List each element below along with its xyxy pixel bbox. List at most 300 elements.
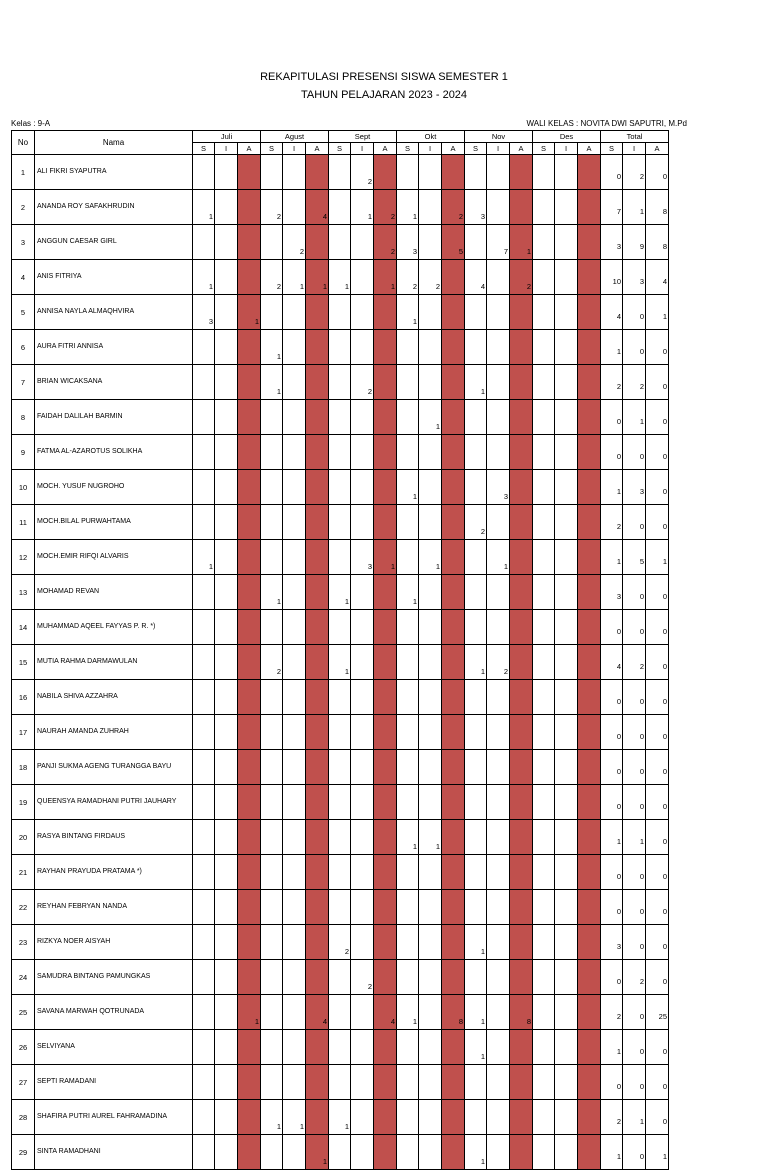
sub-header: A: [578, 143, 601, 155]
attendance-cell: [283, 295, 306, 330]
attendance-cell: [419, 190, 442, 225]
attendance-cell: [555, 610, 578, 645]
attendance-cell: [193, 365, 215, 400]
attendance-cell: [555, 715, 578, 750]
attendance-cell: 1: [261, 365, 283, 400]
table-row: [12, 890, 669, 925]
total-cell: 0: [601, 680, 623, 715]
attendance-cell: 1: [397, 820, 419, 855]
attendance-cell: [374, 1100, 397, 1135]
attendance-cell: 8: [510, 995, 533, 1030]
attendance-cell: [215, 540, 238, 575]
attendance-cell: [578, 190, 601, 225]
attendance-cell: [238, 1100, 261, 1135]
attendance-cell: [215, 925, 238, 960]
attendance-cell: [215, 155, 238, 190]
attendance-cell: [510, 820, 533, 855]
attendance-cell: [193, 225, 215, 260]
attendance-cell: 3: [487, 470, 510, 505]
attendance-cell: 1: [329, 645, 351, 680]
attendance-cell: [487, 750, 510, 785]
attendance-cell: [193, 330, 215, 365]
attendance-cell: [533, 960, 555, 995]
attendance-cell: [283, 750, 306, 785]
attendance-cell: [555, 890, 578, 925]
row-number: 21: [12, 855, 35, 890]
attendance-cell: [555, 680, 578, 715]
total-cell: 0: [623, 575, 646, 610]
attendance-cell: [487, 155, 510, 190]
attendance-cell: [215, 260, 238, 295]
total-cell: 0: [601, 750, 623, 785]
total-cell: 0: [623, 505, 646, 540]
month-header: Nov: [465, 131, 533, 143]
attendance-cell: 1: [329, 260, 351, 295]
attendance-cell: [487, 190, 510, 225]
attendance-cell: [351, 995, 374, 1030]
attendance-cell: [442, 260, 465, 295]
total-cell: 0: [623, 1135, 646, 1170]
attendance-cell: [555, 820, 578, 855]
attendance-cell: [351, 435, 374, 470]
attendance-cell: [578, 365, 601, 400]
attendance-cell: 4: [306, 190, 329, 225]
attendance-cell: [261, 890, 283, 925]
attendance-cell: [374, 750, 397, 785]
attendance-cell: [193, 435, 215, 470]
attendance-cell: [487, 505, 510, 540]
attendance-cell: [555, 1100, 578, 1135]
sub-header: A: [442, 143, 465, 155]
attendance-cell: [351, 1030, 374, 1065]
attendance-cell: [487, 435, 510, 470]
attendance-cell: 4: [465, 260, 487, 295]
attendance-cell: [510, 470, 533, 505]
attendance-cell: [261, 155, 283, 190]
student-name-cell: [35, 890, 193, 925]
attendance-cell: [351, 575, 374, 610]
table-row: [12, 435, 669, 470]
attendance-cell: [374, 925, 397, 960]
attendance-cell: 1: [510, 225, 533, 260]
attendance-cell: [283, 365, 306, 400]
attendance-cell: [306, 785, 329, 820]
attendance-cell: [238, 155, 261, 190]
attendance-cell: [215, 470, 238, 505]
student-name: ANNISA NAYLA ALMAQHVIRA: [37, 308, 135, 315]
attendance-cell: 5: [442, 225, 465, 260]
student-name: SEPTI RAMADANI: [37, 1078, 97, 1085]
attendance-cell: [374, 435, 397, 470]
attendance-cell: 2: [442, 190, 465, 225]
attendance-cell: 1: [465, 645, 487, 680]
total-cell: 0: [623, 855, 646, 890]
attendance-cell: 1: [238, 295, 261, 330]
attendance-cell: [487, 1065, 510, 1100]
attendance-cell: [238, 260, 261, 295]
attendance-cell: [238, 190, 261, 225]
attendance-cell: [397, 365, 419, 400]
total-cell: 0: [646, 1030, 669, 1065]
attendance-cell: 1: [397, 470, 419, 505]
attendance-cell: [193, 610, 215, 645]
attendance-cell: 1: [283, 260, 306, 295]
attendance-cell: [215, 1030, 238, 1065]
student-name: MUTIA RAHMA DARMAWULAN: [37, 658, 138, 665]
attendance-cell: [238, 505, 261, 540]
attendance-cell: 1: [329, 575, 351, 610]
total-cell: 0: [623, 890, 646, 925]
attendance-cell: [283, 505, 306, 540]
attendance-cell: [419, 470, 442, 505]
attendance-cell: 8: [442, 995, 465, 1030]
attendance-cell: [329, 785, 351, 820]
attendance-cell: 3: [193, 295, 215, 330]
attendance-cell: [510, 855, 533, 890]
attendance-cell: [261, 855, 283, 890]
attendance-cell: 1: [261, 330, 283, 365]
attendance-cell: [215, 995, 238, 1030]
attendance-cell: [283, 855, 306, 890]
sub-header: I: [283, 143, 306, 155]
student-name: RIZKYA NOER AISYAH: [37, 938, 111, 945]
attendance-cell: [555, 540, 578, 575]
table-row: [12, 820, 669, 855]
attendance-cell: 1: [306, 260, 329, 295]
attendance-cell: [555, 960, 578, 995]
attendance-cell: [555, 575, 578, 610]
attendance-cell: [215, 330, 238, 365]
attendance-cell: [419, 1135, 442, 1170]
attendance-cell: [351, 225, 374, 260]
attendance-cell: [419, 785, 442, 820]
attendance-cell: 2: [397, 260, 419, 295]
attendance-cell: [238, 225, 261, 260]
attendance-cell: [487, 1030, 510, 1065]
attendance-cell: [510, 785, 533, 820]
table-row: [12, 365, 669, 400]
attendance-cell: [555, 155, 578, 190]
student-name-cell: [35, 855, 193, 890]
attendance-cell: [533, 750, 555, 785]
attendance-cell: 1: [397, 190, 419, 225]
attendance-cell: [555, 995, 578, 1030]
attendance-cell: [261, 295, 283, 330]
total-cell: 3: [623, 260, 646, 295]
attendance-cell: [510, 925, 533, 960]
attendance-cell: [442, 400, 465, 435]
attendance-cell: 2: [465, 505, 487, 540]
attendance-cell: [329, 715, 351, 750]
attendance-cell: [578, 715, 601, 750]
attendance-cell: [193, 470, 215, 505]
attendance-cell: 2: [351, 155, 374, 190]
attendance-cell: [442, 855, 465, 890]
attendance-cell: [193, 575, 215, 610]
attendance-cell: 1: [261, 1100, 283, 1135]
attendance-cell: [465, 330, 487, 365]
attendance-cell: [238, 610, 261, 645]
attendance-cell: 1: [261, 575, 283, 610]
attendance-cell: [329, 155, 351, 190]
attendance-cell: 3: [465, 190, 487, 225]
attendance-cell: [374, 1065, 397, 1100]
attendance-cell: [442, 820, 465, 855]
attendance-cell: [442, 365, 465, 400]
total-cell: 0: [623, 785, 646, 820]
attendance-cell: [329, 295, 351, 330]
attendance-cell: [397, 155, 419, 190]
attendance-cell: [374, 820, 397, 855]
student-name-cell: [35, 190, 193, 225]
total-cell: 0: [646, 1065, 669, 1100]
total-cell: 3: [601, 575, 623, 610]
attendance-cell: [283, 540, 306, 575]
sub-header: A: [306, 143, 329, 155]
attendance-cell: [578, 330, 601, 365]
student-name-cell: [35, 540, 193, 575]
attendance-cell: 2: [487, 645, 510, 680]
attendance-cell: [578, 1100, 601, 1135]
attendance-cell: [306, 925, 329, 960]
attendance-cell: [397, 435, 419, 470]
attendance-cell: [487, 1135, 510, 1170]
sub-header: S: [465, 143, 487, 155]
total-cell: 2: [601, 1100, 623, 1135]
attendance-cell: [487, 785, 510, 820]
attendance-cell: [374, 155, 397, 190]
attendance-cell: [533, 575, 555, 610]
attendance-cell: [487, 890, 510, 925]
total-cell: 0: [623, 330, 646, 365]
attendance-cell: [215, 400, 238, 435]
student-name-cell: [35, 820, 193, 855]
attendance-cell: [555, 330, 578, 365]
total-cell: 1: [646, 540, 669, 575]
table-row: [12, 855, 669, 890]
total-cell: 9: [623, 225, 646, 260]
attendance-cell: [238, 470, 261, 505]
student-name: FATMA AL-AZAROTUS SOLIKHA: [37, 448, 143, 455]
attendance-cell: [487, 260, 510, 295]
attendance-cell: [306, 750, 329, 785]
attendance-cell: [487, 400, 510, 435]
attendance-cell: [283, 645, 306, 680]
attendance-cell: [238, 540, 261, 575]
attendance-cell: [306, 400, 329, 435]
attendance-cell: 1: [419, 540, 442, 575]
table-body: [12, 155, 669, 1170]
row-number: 10: [12, 470, 35, 505]
total-cell: 0: [646, 435, 669, 470]
attendance-cell: [397, 1030, 419, 1065]
total-cell: 2: [623, 365, 646, 400]
attendance-cell: [283, 435, 306, 470]
total-cell: 0: [646, 400, 669, 435]
attendance-cell: [533, 225, 555, 260]
attendance-cell: [261, 750, 283, 785]
attendance-cell: [283, 1065, 306, 1100]
attendance-cell: [510, 190, 533, 225]
month-header: Total: [601, 131, 669, 143]
student-name-cell: [35, 225, 193, 260]
attendance-cell: 7: [487, 225, 510, 260]
attendance-cell: [261, 820, 283, 855]
student-name-cell: [35, 365, 193, 400]
attendance-cell: [215, 890, 238, 925]
total-cell: 0: [646, 645, 669, 680]
attendance-cell: [374, 400, 397, 435]
attendance-cell: [555, 225, 578, 260]
attendance-cell: [533, 155, 555, 190]
row-number: 15: [12, 645, 35, 680]
attendance-cell: [510, 365, 533, 400]
attendance-cell: [465, 610, 487, 645]
total-cell: 1: [601, 540, 623, 575]
attendance-cell: [261, 435, 283, 470]
table-row: [12, 155, 669, 190]
total-cell: 1: [601, 330, 623, 365]
attendance-cell: [261, 610, 283, 645]
attendance-cell: [487, 925, 510, 960]
attendance-cell: [329, 890, 351, 925]
attendance-cell: [555, 400, 578, 435]
attendance-cell: [238, 1030, 261, 1065]
attendance-cell: [306, 295, 329, 330]
attendance-cell: [306, 365, 329, 400]
attendance-cell: [238, 960, 261, 995]
attendance-cell: 4: [374, 995, 397, 1030]
student-name-cell: [35, 505, 193, 540]
sub-header: S: [601, 143, 623, 155]
total-cell: 5: [623, 540, 646, 575]
attendance-cell: [374, 330, 397, 365]
attendance-cell: [215, 960, 238, 995]
table-row: [12, 225, 669, 260]
row-number: 19: [12, 785, 35, 820]
attendance-cell: [578, 890, 601, 925]
row-number: 20: [12, 820, 35, 855]
attendance-cell: [533, 190, 555, 225]
attendance-cell: 1: [351, 190, 374, 225]
table-row: [12, 750, 669, 785]
attendance-cell: [261, 995, 283, 1030]
attendance-cell: 4: [306, 995, 329, 1030]
student-name-cell: [35, 435, 193, 470]
attendance-cell: [215, 750, 238, 785]
sub-header: A: [510, 143, 533, 155]
attendance-cell: [193, 1100, 215, 1135]
attendance-cell: [397, 715, 419, 750]
student-name-cell: [35, 1135, 193, 1170]
attendance-cell: [578, 645, 601, 680]
attendance-cell: [261, 225, 283, 260]
attendance-cell: [397, 1100, 419, 1135]
attendance-cell: [283, 575, 306, 610]
attendance-cell: [442, 715, 465, 750]
attendance-cell: [329, 995, 351, 1030]
attendance-cell: [419, 1065, 442, 1100]
attendance-cell: [442, 540, 465, 575]
attendance-cell: [555, 785, 578, 820]
attendance-cell: [533, 505, 555, 540]
attendance-cell: [533, 1135, 555, 1170]
attendance-cell: [351, 330, 374, 365]
attendance-cell: [533, 890, 555, 925]
attendance-cell: [419, 960, 442, 995]
attendance-cell: [215, 225, 238, 260]
attendance-cell: [442, 575, 465, 610]
attendance-cell: [419, 365, 442, 400]
attendance-cell: [238, 785, 261, 820]
total-cell: 0: [623, 995, 646, 1030]
attendance-cell: 2: [283, 225, 306, 260]
attendance-cell: [465, 750, 487, 785]
attendance-cell: [306, 855, 329, 890]
attendance-cell: [283, 190, 306, 225]
attendance-cell: [374, 645, 397, 680]
attendance-cell: [533, 365, 555, 400]
total-cell: 25: [646, 995, 669, 1030]
sub-header: I: [351, 143, 374, 155]
attendance-cell: [374, 1030, 397, 1065]
student-name-cell: [35, 155, 193, 190]
row-number: 2: [12, 190, 35, 225]
attendance-cell: [397, 890, 419, 925]
attendance-cell: [283, 680, 306, 715]
attendance-cell: [555, 645, 578, 680]
sub-header: S: [261, 143, 283, 155]
attendance-cell: [442, 1135, 465, 1170]
attendance-cell: [374, 1135, 397, 1170]
attendance-cell: [329, 1135, 351, 1170]
sub-header: A: [238, 143, 261, 155]
student-name: MOCH. YUSUF NUGROHO: [37, 483, 125, 490]
total-cell: 1: [646, 295, 669, 330]
total-cell: 0: [646, 855, 669, 890]
attendance-cell: [193, 1065, 215, 1100]
attendance-cell: [283, 715, 306, 750]
attendance-cell: [578, 435, 601, 470]
attendance-cell: [351, 890, 374, 925]
attendance-cell: [397, 960, 419, 995]
attendance-cell: [578, 1065, 601, 1100]
attendance-cell: [351, 295, 374, 330]
total-cell: 0: [601, 960, 623, 995]
total-cell: 3: [601, 225, 623, 260]
attendance-cell: [283, 1030, 306, 1065]
attendance-cell: 1: [193, 540, 215, 575]
attendance-cell: [555, 855, 578, 890]
attendance-cell: [442, 890, 465, 925]
table-row: [12, 1135, 669, 1170]
attendance-cell: [533, 925, 555, 960]
table-row: [12, 1100, 669, 1135]
total-cell: 1: [601, 470, 623, 505]
row-number: 29: [12, 1135, 35, 1170]
student-name-cell: [35, 645, 193, 680]
attendance-cell: [374, 855, 397, 890]
sub-header: S: [397, 143, 419, 155]
month-header: Sept: [329, 131, 397, 143]
attendance-cell: [487, 960, 510, 995]
attendance-cell: [193, 1135, 215, 1170]
attendance-cell: [487, 680, 510, 715]
attendance-cell: [510, 1030, 533, 1065]
attendance-cell: [465, 820, 487, 855]
attendance-cell: [329, 820, 351, 855]
attendance-cell: [533, 400, 555, 435]
